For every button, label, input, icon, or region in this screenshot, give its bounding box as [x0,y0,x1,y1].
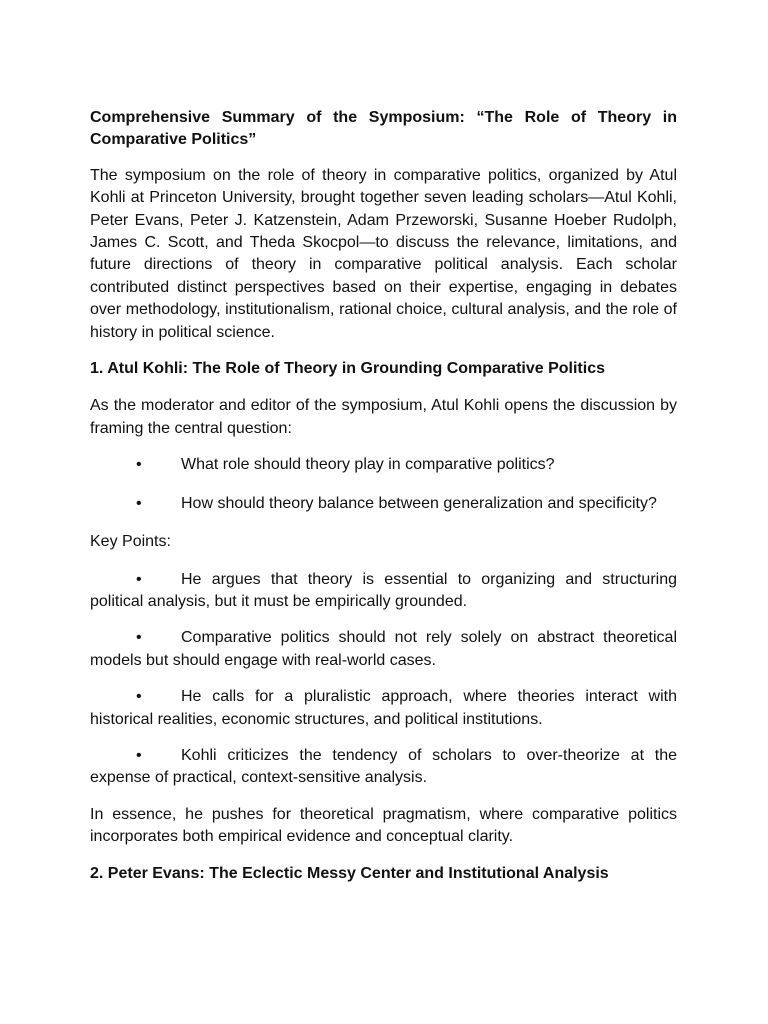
bullet-icon: • [136,629,142,647]
document-title: Comprehensive Summary of the Symposium: “The Role of Theory in Comparative Politics” [90,109,677,149]
question-list-item [90,493,677,515]
kohli-lead-paragraph: As the moderator and editor of the symposium, Atul Kohli opens the discussion by framing the central question: [90,397,677,437]
bullet-icon: • [136,494,142,512]
section-heading-evans: 2. Peter Evans: The Eclectic Messy Center and Institutional Analysis [90,864,609,882]
section-heading-kohli: 1. Atul Kohli: The Role of Theory in Grounding Comparative Politics [90,360,605,378]
key-point-item [90,569,677,614]
bullet-icon: • [136,456,142,474]
key-point-item [90,745,677,790]
document-body [90,107,677,900]
key-point-text: He argues that theory is essential to organizing and structuring political analysis, but it must be empirically grounded. [90,570,677,610]
key-point-item [90,686,677,731]
bullet-icon: • [136,570,142,588]
intro-paragraph: The symposium on the role of theory in comparative politics, organized by Atul Kohli at Princeton University, brought together seven leading scholars—Atul Kohli, Peter Evans, Peter J. Katzenstein, Adam Przeworski, Susanne Hoeber Rudolph, James C. Scott, and Theda Skocpol—to discuss the relevance, limitations, and future directions of theory in comparative political analysis. Each scholar contributed distinct perspectives based on their expertise, engaging in debates over methodology, institutionalism, rational choice, cultural analysis, and the role of history in political science. [90,166,677,341]
key-point-text: Comparative politics should not rely solely on abstract theoretical models but should engage with real-world cases. [90,629,677,669]
bullet-icon: • [136,688,142,706]
question-list-item [90,454,677,476]
key-points-label: Key Points: [90,533,171,551]
key-point-item [90,627,677,672]
kohli-conclusion-paragraph: In essence, he pushes for theoretical pragmatism, where comparative politics incorporates both empirical evidence and conceptual clarity. [90,805,677,846]
key-point-text: Kohli criticizes the tendency of scholars to over-theorize at the expense of practical, context-sensitive analysis. [90,746,677,787]
question-text: How should theory balance between generalization and specificity? [181,494,657,512]
key-point-text: He calls for a pluralistic approach, where theories interact with historical realities, economic structures, and political institutions. [90,688,677,728]
bullet-icon: • [136,746,142,764]
question-text: What role should theory play in comparative politics? [181,456,555,474]
